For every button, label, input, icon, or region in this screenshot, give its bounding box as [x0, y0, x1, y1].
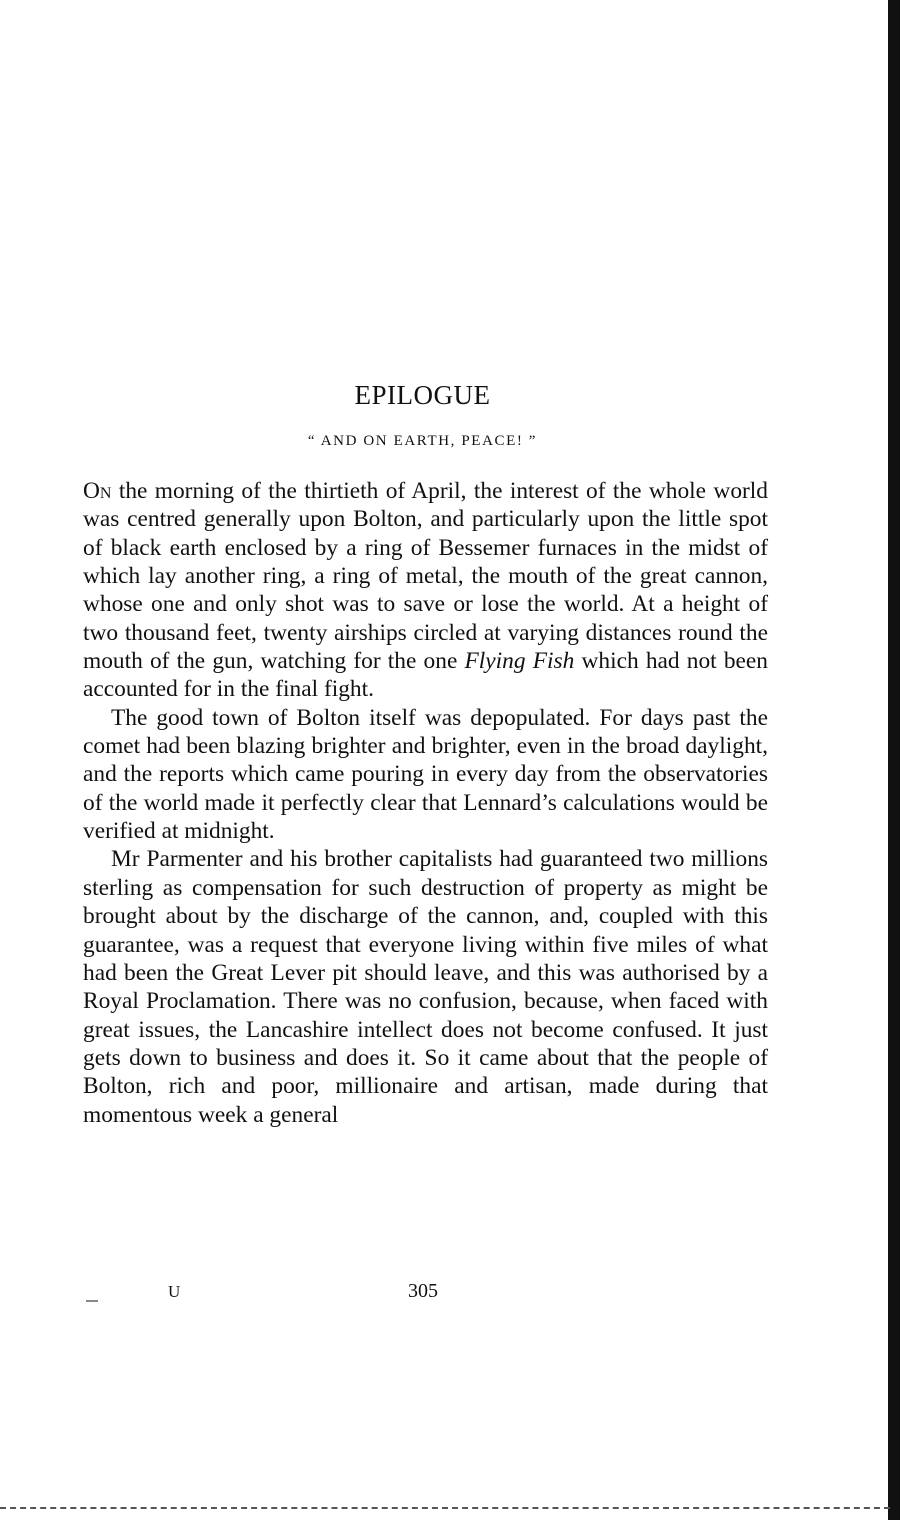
page-number: 305: [408, 1280, 438, 1302]
paragraph-1: [83, 477, 768, 704]
paragraph-1-text: the morning of the thirtieth of April, the interest of the whole world was centred generally upon Bolton, and particularly upon the little spot of black earth enclosed by a ring of Bessemer furnaces in the midst of which lay another ring, a ring of metal, the mouth of the great cannon, whose one and only shot was to save or lose the world. At a height of two thousand feet, twenty airships circled at varying distances round the mouth of the gun, watching for the one: [83, 478, 768, 675]
paragraph-3: Mr Parmenter and his brother capitalists had guaranteed two millions sterling as compensation for such destruction of property as might be brought about by the discharge of the cannon, and, coupled with this guarantee, was a request that everyone living within five miles of what had been the Great Lever pit should leave, and this was authorised by a Royal Proclamation. There was no confusion, because, when faced with great issues, the Lancashire intellect does not become confused. It just gets down to business and does it. So it came about that the people of Bolton, rich and poor, millionaire and artisan, made during that momentous week a general: [83, 846, 768, 1128]
paragraph-2: The good town of Bolton itself was depopulated. For days past the comet had been blazing brighter and brighter, even in the broad daylight, and the reports which came pouring in every day from the observatories of the world made it perfectly clear that Lennard’s calculations would be verified at midnight.: [83, 704, 768, 845]
paragraph-1-tail: which had not been accounted for in the final fight.: [83, 648, 769, 703]
ship-name: Flying Fish: [464, 648, 575, 675]
page-edge-shadow: [888, 0, 900, 1520]
signature-mark: U: [168, 1282, 181, 1301]
body-text: [83, 477, 768, 1129]
ink-smudge: [86, 1300, 98, 1302]
dropcap-word: On: [83, 478, 112, 504]
chapter-title: EPILOGUE: [354, 380, 491, 410]
scan-edge-line: [0, 1507, 890, 1509]
chapter-subtitle: “ AND ON EARTH, PEACE! ”: [307, 433, 538, 449]
